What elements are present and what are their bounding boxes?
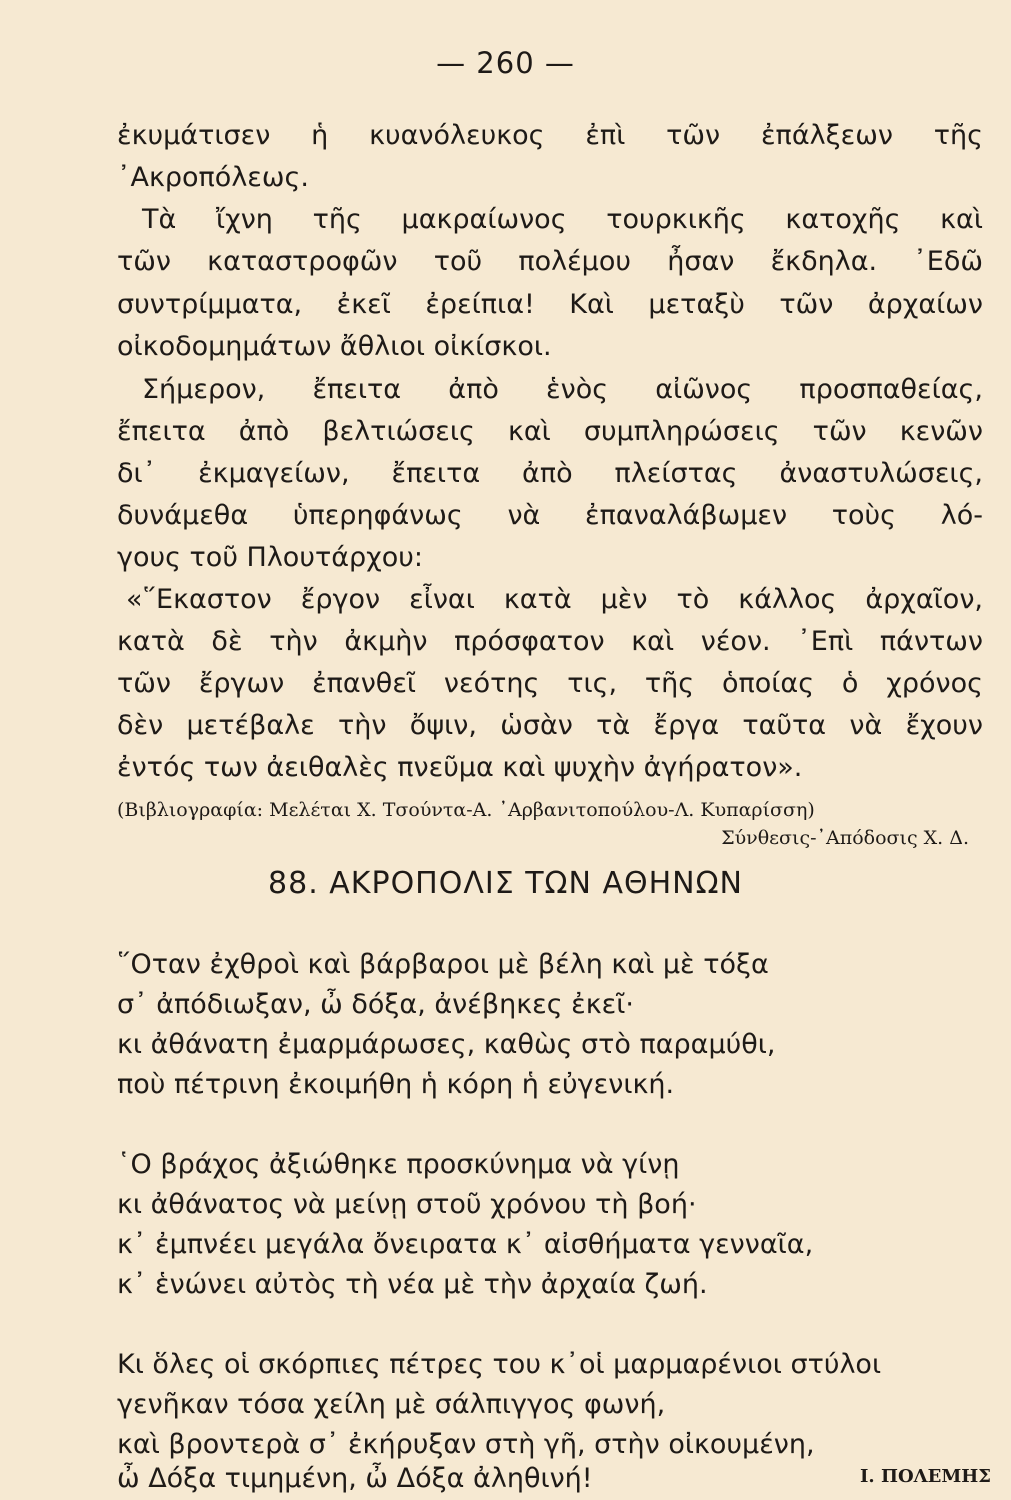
prose-line: δι᾿ ἐκμαγείων, ἔπειτα ἀπὸ πλείστας ἀναστυλώσεις, [117,458,983,489]
prose-line: τῶν καταστροφῶν τοῦ πολέμου ἦσαν ἔκδηλα. ᾿Εδῶ [117,246,983,277]
prose-line: «῞Εκαστον ἔργον εἶναι κατὰ μὲν τὸ κάλλος ἀρχαῖον, [126,584,983,615]
prose-line: τῶν ἔργων ἐπανθεῖ νεότης τις, τῆς ὁποίας ὁ χρόνος [117,668,983,699]
poem-line: ῞Οταν ἐχθροὶ καὶ βάρβαροι μὲ βέλη καὶ μὲ τόξα [117,949,769,980]
poem-line: γενῆκαν τόσα χείλη μὲ σάλπιγγος φωνή, [117,1389,666,1420]
prose-line: ᾿Ακροπόλεως. [117,162,309,193]
poem-line: κ᾿ ἑνώνει αὐτὸς τὴ νέα μὲ τὴν ἀρχαία ζωή. [117,1269,708,1300]
poem-line: καὶ βροντερὰ σ᾿ ἐκήρυξαν στὴ γῆ, στὴν οἰκουμένη, [117,1429,815,1460]
prose-line: ἐκυμάτισεν ἡ κυανόλευκος ἐπὶ τῶν ἐπάλξεων τῆς [117,120,983,151]
prose-line: συντρίμματα, ἐκεῖ ἐρείπια! Καὶ μεταξὺ τῶν ἀρχαίων [117,289,983,320]
prose-line: κατὰ δὲ τὴν ἀκμὴν πρόσφατον καὶ νέον. ᾿Επὶ πάντων [117,626,983,657]
bibliography-sources: (Βιβλιογραφία: Μελέται Χ. Τσούντα-Α. ᾿Αρβανιτοπούλου-Λ. Κυπαρίσση) [117,799,815,821]
poem-line: Κι ὅλες οἱ σκόρπιες πέτρες του κ᾿οἱ μαρμαρένιοι στύλοι [117,1349,882,1380]
poem-author: Ι. ΠΟΛΕΜΗΣ [860,1466,991,1487]
prose-line: οἰκοδομημάτων ἄθλιοι οἰκίσκοι. [117,331,552,362]
prose-line: δυνάμεθα ὑπερηφάνως νὰ ἐπαναλάβωμεν τοὺς λό- [117,500,983,531]
poem-line: ῾Ο βράχος ἀξιώθηκε προσκύνημα νὰ γίνῃ [117,1149,680,1180]
prose-line: ἔπειτα ἀπὸ βελτιώσεις καὶ συμπληρώσεις τῶν κενῶν [117,416,983,447]
poem-line: κι ἀθάνατη ἐμαρμάρωσες, καθὼς στὸ παραμύθι, [117,1029,776,1060]
prose-line: ἐντός των ἀειθαλὲς πνεῦμα καὶ ψυχὴν ἀγήρατον». [117,752,803,783]
poem-line: σ᾿ ἀπόδιωξαν, ὦ δόξα, ἀνέβηκες ἐκεῖ· [117,989,634,1020]
page-number: — 260 — [436,46,575,80]
prose-line: δὲν μετέβαλε τὴν ὄψιν, ὡσὰν τὰ ἔργα ταῦτα νὰ ἔχουν [117,710,983,741]
poem-line: κ᾿ ἐμπνέει μεγάλα ὄνειρατα κ᾿ αἰσθήματα γενναῖα, [117,1229,814,1260]
prose-line: γους τοῦ Πλουτάρχου: [117,542,423,573]
section-title: 88. ΑΚΡΟΠΟΛΙΣ ΤΩΝ ΑΘΗΝΩΝ [268,866,743,901]
poem-line: ποὺ πέτρινη ἐκοιμήθη ἡ κόρη ἡ εὐγενική. [117,1069,675,1100]
bibliography-credit: Σύνθεσις-᾿Απόδοσις Χ. Δ. [721,827,969,849]
prose-line: Τὰ ἴχνη τῆς μακραίωνος τουρκικῆς κατοχῆς καὶ [142,204,983,235]
poem-line: ὦ Δόξα τιμημένη, ὦ Δόξα ἀληθινή! [117,1463,593,1494]
prose-line: Σήμερον, ἔπειτα ἀπὸ ἑνὸς αἰῶνος προσπαθείας, [142,374,983,405]
poem-line: κι ἀθάνατος νὰ μείνῃ στοῦ χρόνου τὴ βοή· [117,1189,697,1220]
